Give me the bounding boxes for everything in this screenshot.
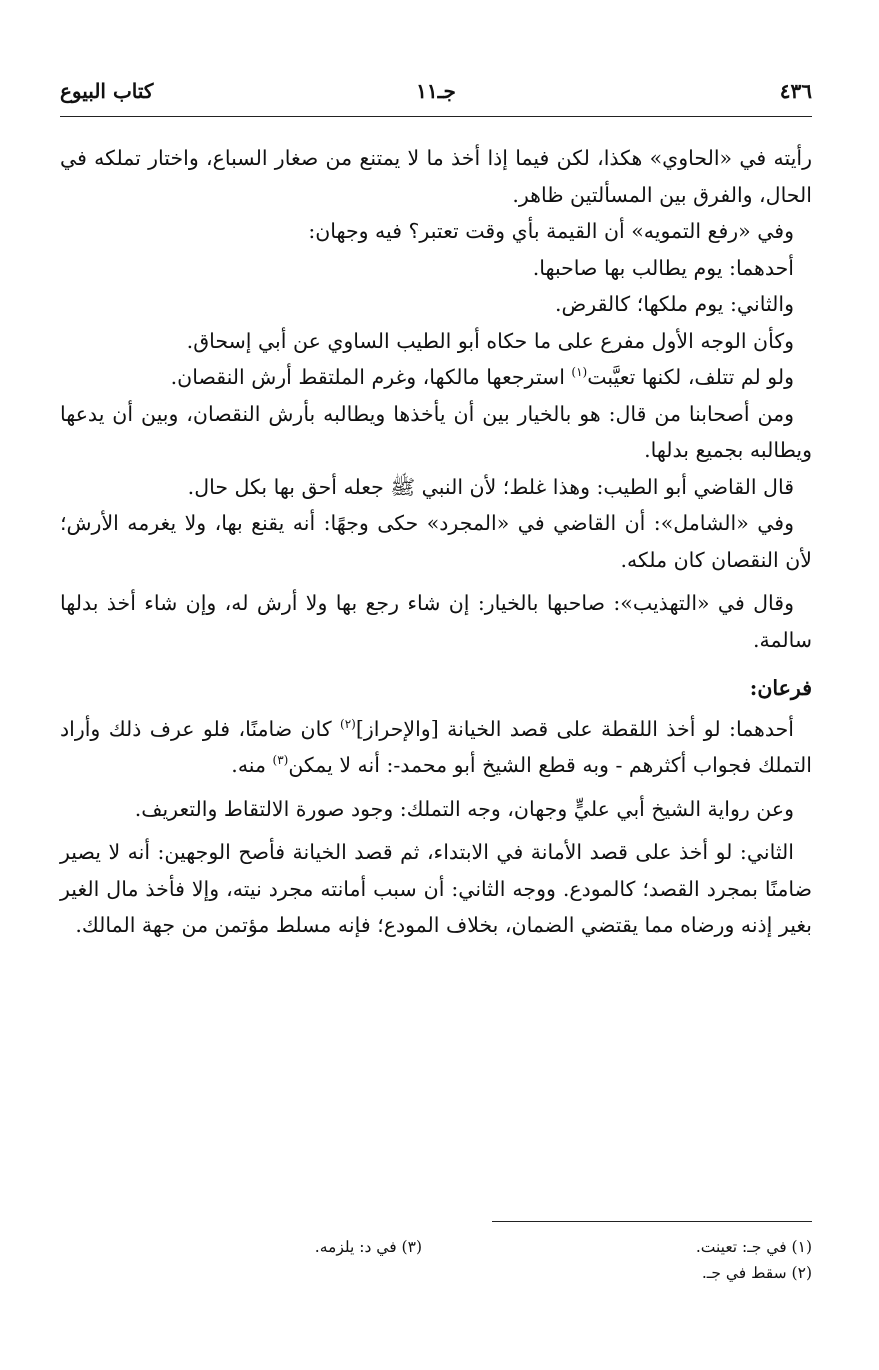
main-text bbox=[60, 140, 812, 944]
book-page bbox=[60, 0, 812, 1370]
footnote-ref[interactable]: (١) bbox=[571, 365, 588, 379]
paragraph: أحدهما: يوم يطالب بها صاحبها. bbox=[532, 255, 794, 280]
paragraph: ومن أصحابنا من قال: هو بالخيار بين أن يأخذها ويطالبه بأرش النقصان، وبين أن يدعها ويطالبه بجميع بدلها. bbox=[60, 401, 812, 462]
paragraph: وفي «الشامل»: أن القاضي في «المجرد» حكى وجهًا: أنه يقنع بها، ولا يغرمه الأرش؛ لأن النقصان كان ملكه. bbox=[60, 511, 812, 572]
paragraph bbox=[60, 711, 812, 784]
footnote-row bbox=[60, 1234, 812, 1260]
footnote-divider bbox=[492, 1221, 812, 1222]
paragraph: قال القاضي أبو الطيب: وهذا غلط؛ لأن النبي ﷺ جعله أحق بها بكل حال. bbox=[187, 474, 794, 499]
footnote-ref[interactable]: (٢) bbox=[340, 716, 356, 731]
footnote-ref[interactable]: (٣) bbox=[272, 753, 289, 767]
footnote-row bbox=[60, 1260, 812, 1286]
footnote-3: (٣) في د: يلزمه. bbox=[314, 1238, 422, 1256]
paragraph-text: استرجعها مالكها، وغرم الملتقط أرش النقصان. bbox=[170, 365, 572, 389]
paragraph bbox=[60, 359, 812, 396]
footnote-2: (٢) سقط في جـ. bbox=[701, 1264, 812, 1282]
paragraph: وعن رواية الشيخ أبي عليٍّ وجهان، وجه التملك: وجود صورة الالتقاط والتعريف. bbox=[134, 796, 794, 821]
paragraph: الثاني: لو أخذ على قصد الأمانة في الابتداء، ثم قصد الخيانة فأصح الوجهين: أنه لا يصير ضامنًا بمجرد القصد؛ كالمودع. ووجه الثاني: أن سبب أمانته مجرد نيته، وإلا فأخذ مال الغير بغير إذنه ورضاه مما يقتضي الضمان، بخلاف المودع؛ فإنه مسلط مؤتمن من جهة المالك. bbox=[60, 840, 812, 937]
paragraph: وقال في «التهذيب»: صاحبها بالخيار: إن شاء رجع بها ولا أرش له، وإن شاء أخذ بدلها سالمة. bbox=[60, 591, 812, 652]
page-number: ٤٣٦ bbox=[779, 79, 812, 103]
footnote-1: (١) في جـ: تعينت. bbox=[695, 1238, 812, 1256]
paragraph-text: كان ضامنًا، فلو عرف ذلك وأراد التملك فجواب أكثرهم - وبه قطع الشيخ أبو محمد-: أنه لا يمكن bbox=[60, 716, 812, 777]
volume-label: جـ١١ bbox=[416, 79, 456, 103]
header-divider bbox=[60, 116, 812, 117]
paragraph: والثاني: يوم ملكها؛ كالقرض. bbox=[554, 292, 794, 316]
page-header bbox=[60, 76, 812, 116]
section-heading: فرعان: bbox=[749, 676, 812, 700]
paragraph: وكأن الوجه الأول مفرع على ما حكاه أبو الطيب الساوي عن أبي إسحاق. bbox=[186, 328, 794, 353]
paragraph-text: أحدهما: لو أخذ اللقطة على قصد الخيانة [والإحراز] bbox=[355, 716, 794, 741]
footnotes bbox=[60, 1234, 812, 1286]
paragraph-text: ولو لم تتلف، لكنها تعيَّبت bbox=[587, 365, 794, 389]
paragraph: رأيته في «الحاوي» هكذا، لكن فيما إذا أخذ ما لا يمتنع من صغار السباع، واختار تملكه في الحال، والفرق بين المسألتين ظاهر. bbox=[60, 146, 812, 207]
book-title: كتاب البيوع bbox=[60, 79, 154, 103]
paragraph: وفي «رفع التمويه» أن القيمة بأي وقت تعتبر؟ فيه وجهان: bbox=[308, 219, 794, 243]
paragraph-text: منه. bbox=[231, 753, 273, 777]
